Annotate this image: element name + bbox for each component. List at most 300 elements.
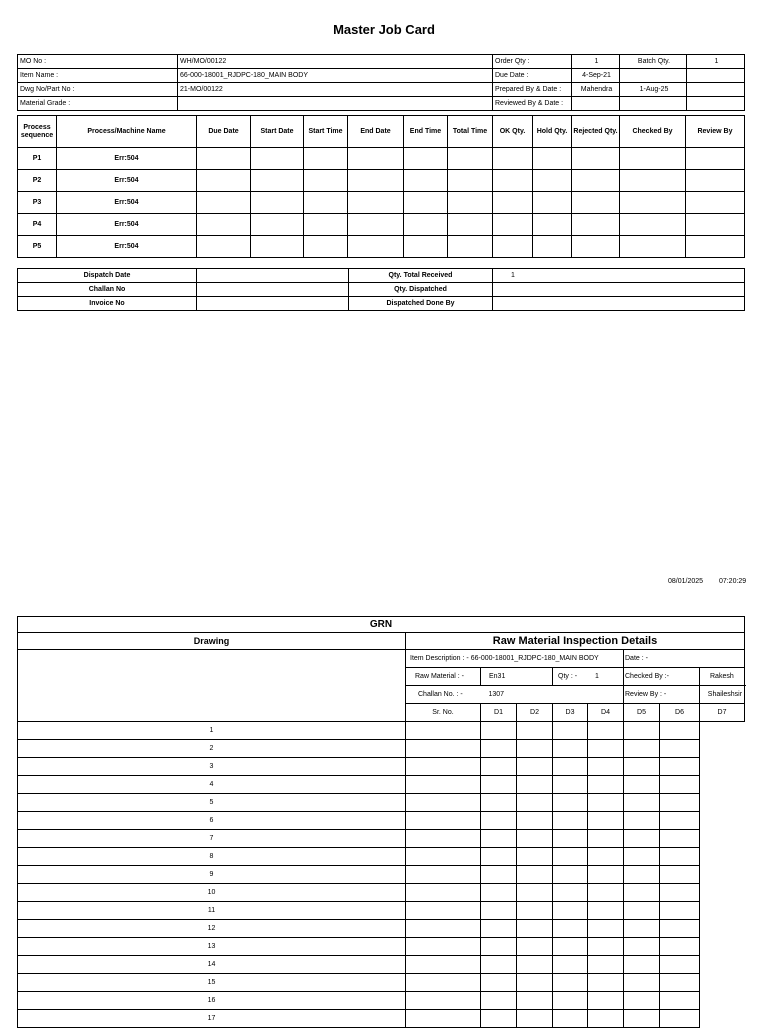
sr-no: 5 [18, 794, 406, 812]
dimension-cell [517, 1010, 553, 1028]
process-cell [304, 236, 348, 258]
inspection-row [18, 974, 745, 992]
dimension-cell [624, 794, 660, 812]
challan-no-label: Challan No [18, 283, 197, 297]
sr-no: 7 [18, 830, 406, 848]
col-header: D4 [588, 704, 624, 722]
process-cell [404, 170, 448, 192]
dimension-cell [624, 956, 660, 974]
dimension-cell [517, 848, 553, 866]
dimension-cell [481, 758, 517, 776]
dimension-cell [517, 866, 553, 884]
col-header: End Date [348, 116, 404, 148]
process-row [18, 170, 745, 192]
process-cell [572, 170, 620, 192]
process-seq: P1 [18, 148, 57, 170]
col-header: Process sequence [18, 116, 57, 148]
item-description [406, 650, 624, 668]
process-cell [686, 192, 745, 214]
dimension-cell [517, 992, 553, 1010]
checked-by-value: Rakesh [700, 668, 745, 686]
qty-cell [553, 668, 624, 686]
process-cell [493, 236, 533, 258]
dispatch-table [17, 268, 745, 311]
process-name: Err:504 [57, 236, 197, 258]
dimension-cell [553, 794, 588, 812]
dimension-cell [624, 866, 660, 884]
dimension-cell [660, 956, 700, 974]
process-cell [197, 192, 251, 214]
inspection-row [18, 956, 745, 974]
drawing-label: Drawing [18, 633, 406, 650]
dimension-cell [553, 812, 588, 830]
dimension-cell [660, 848, 700, 866]
process-row [18, 236, 745, 258]
dimension-cell [406, 848, 481, 866]
batch-qty-label: Batch Qty. [620, 55, 687, 69]
process-cell [404, 192, 448, 214]
dimension-cell [517, 974, 553, 992]
batch-qty-value: 1 [687, 55, 745, 69]
dimension-cell [660, 1010, 700, 1028]
dispatch-row [18, 269, 745, 283]
challan-value: 1307 [481, 686, 624, 704]
dimension-cell [660, 812, 700, 830]
process-cell [251, 170, 304, 192]
process-cell [533, 170, 572, 192]
process-cell [686, 148, 745, 170]
dimension-cell [406, 920, 481, 938]
date-label: Date : - [625, 655, 648, 662]
dimension-cell [406, 758, 481, 776]
dimension-cell [588, 740, 624, 758]
dimension-cell [481, 884, 517, 902]
inspection-row [18, 722, 745, 740]
dimension-cell [481, 776, 517, 794]
inspection-row [18, 992, 745, 1010]
dimension-cell [517, 758, 553, 776]
dimension-cell [517, 830, 553, 848]
dimension-cell [517, 920, 553, 938]
sr-no: 16 [18, 992, 406, 1010]
print-date: 08/01/2025 [668, 578, 704, 585]
process-cell [493, 170, 533, 192]
process-cell [304, 192, 348, 214]
col-header: Due Date [197, 116, 251, 148]
dimension-cell [481, 992, 517, 1010]
dimension-cell [624, 938, 660, 956]
dimension-cell [481, 830, 517, 848]
dispatch-date-label: Dispatch Date [18, 269, 197, 283]
sr-no: 17 [18, 1010, 406, 1028]
dimension-cell [553, 776, 588, 794]
process-name: Err:504 [57, 214, 197, 236]
dimension-cell [624, 740, 660, 758]
process-cell [348, 214, 404, 236]
order-qty-value: 1 [572, 55, 620, 69]
checked-by-label: Checked By :- [624, 668, 700, 686]
inspection-row [18, 1010, 745, 1028]
sr-no: 3 [18, 758, 406, 776]
dimension-cell [588, 902, 624, 920]
dimension-cell [660, 974, 700, 992]
dimension-cell [624, 848, 660, 866]
dimension-cell [588, 776, 624, 794]
dimension-cell [406, 722, 481, 740]
dimension-cell [624, 992, 660, 1010]
job-info-table [17, 54, 745, 111]
dimension-cell [588, 866, 624, 884]
process-cell [572, 192, 620, 214]
rmi-title: Raw Material Inspection Details [406, 633, 745, 650]
col-header: Start Time [304, 116, 348, 148]
challan-no-value [197, 283, 349, 297]
process-cell [533, 148, 572, 170]
process-cell [620, 192, 686, 214]
invoice-no-value [197, 297, 349, 311]
process-cell [251, 192, 304, 214]
dimension-cell [553, 740, 588, 758]
process-cell [620, 148, 686, 170]
process-header-row [18, 116, 745, 148]
col-header: End Time [404, 116, 448, 148]
qty-dispatched-label: Qty. Dispatched [349, 283, 493, 297]
inspection-row [18, 884, 745, 902]
col-header: D7 [700, 704, 745, 722]
col-header: Rejected Qty. [572, 116, 620, 148]
dimension-cell [481, 848, 517, 866]
process-cell [533, 192, 572, 214]
dimension-cell [553, 956, 588, 974]
inspection-row [18, 830, 745, 848]
dimension-cell [624, 830, 660, 848]
dimension-cell [588, 722, 624, 740]
dimension-cell [660, 794, 700, 812]
print-time: 07:20:29 [718, 578, 747, 585]
qty-total-received-label: Qty. Total Received [349, 269, 493, 283]
dimension-cell [553, 884, 588, 902]
reviewed-by-value [572, 97, 620, 111]
process-cell [448, 192, 493, 214]
qty-total-received-value: 1 [493, 269, 745, 283]
dimension-cell [481, 956, 517, 974]
process-cell [348, 170, 404, 192]
reviewed-date-value [620, 97, 687, 111]
dimension-cell [553, 992, 588, 1010]
dispatch-row [18, 297, 745, 311]
inspection-row [18, 812, 745, 830]
dimension-cell [588, 1010, 624, 1028]
dimension-cell [660, 866, 700, 884]
dimension-cell [660, 758, 700, 776]
process-seq: P3 [18, 192, 57, 214]
raw-material-label: Raw Material : - [406, 668, 481, 686]
process-name: Err:504 [57, 170, 197, 192]
col-header: Total Time [448, 116, 493, 148]
inspection-row [18, 920, 745, 938]
mo-no-value: WH/MO/00122 [178, 55, 493, 69]
process-cell [572, 148, 620, 170]
process-cell [448, 236, 493, 258]
process-cell [348, 236, 404, 258]
col-header: D3 [553, 704, 588, 722]
dimension-cell [481, 902, 517, 920]
dwg-label: Dwg No/Part No : [18, 83, 178, 97]
dimension-cell [660, 776, 700, 794]
process-name: Err:504 [57, 192, 197, 214]
process-cell [197, 236, 251, 258]
prepared-by-value: Mahendra [572, 83, 620, 97]
process-cell [404, 214, 448, 236]
challan-label: Challan No. : - [406, 686, 481, 704]
dimension-cell [624, 812, 660, 830]
process-cell [348, 192, 404, 214]
item-name-value: 66-000-18001_RJDPC-180_MAIN BODY [178, 69, 493, 83]
dimension-cell [406, 1010, 481, 1028]
sr-no: 2 [18, 740, 406, 758]
review-by-label: Review By : - [624, 686, 700, 704]
dimension-cell [660, 884, 700, 902]
col-header: Start Date [251, 116, 304, 148]
dimension-cell [406, 974, 481, 992]
sr-no: 9 [18, 866, 406, 884]
sr-no: 6 [18, 812, 406, 830]
dimension-cell [660, 938, 700, 956]
dimension-cell [588, 992, 624, 1010]
grn-title: GRN [18, 617, 745, 633]
inspection-row [18, 902, 745, 920]
print-timestamp [668, 578, 746, 585]
dimension-cell [481, 938, 517, 956]
dimension-cell [588, 758, 624, 776]
dimension-cell [517, 722, 553, 740]
invoice-no-label: Invoice No [18, 297, 197, 311]
sr-no: 1 [18, 722, 406, 740]
dispatch-row [18, 283, 745, 297]
inspection-row [18, 776, 745, 794]
reviewed-label: Reviewed By & Date : [493, 97, 572, 111]
process-cell [493, 148, 533, 170]
process-cell [572, 236, 620, 258]
dispatched-done-by-label: Dispatched Done By [349, 297, 493, 311]
due-date-value: 4-Sep-21 [572, 69, 620, 83]
dimension-cell [588, 884, 624, 902]
col-header: D1 [481, 704, 517, 722]
dispatched-done-by-value [493, 297, 745, 311]
order-qty-label: Order Qty : [493, 55, 572, 69]
info-row-dwg [18, 83, 745, 97]
dimension-cell [406, 992, 481, 1010]
dimension-cell [481, 794, 517, 812]
mo-no-label: MO No : [18, 55, 178, 69]
dimension-cell [553, 722, 588, 740]
process-seq: P5 [18, 236, 57, 258]
col-header: D6 [660, 704, 700, 722]
dimension-cell [406, 866, 481, 884]
dimension-cell [406, 740, 481, 758]
col-header: Hold Qty. [533, 116, 572, 148]
inspection-row [18, 938, 745, 956]
inspection-row [18, 758, 745, 776]
dimension-cell [588, 974, 624, 992]
col-header: Sr. No. [406, 704, 481, 722]
dimension-cell [553, 848, 588, 866]
process-cell [251, 214, 304, 236]
info-row-item [18, 69, 745, 83]
dimension-cell [553, 758, 588, 776]
dimension-cell [660, 902, 700, 920]
col-header: Checked By [620, 116, 686, 148]
process-cell [686, 170, 745, 192]
page-title: Master Job Card [333, 22, 435, 37]
inspection-row [18, 848, 745, 866]
process-cell [304, 170, 348, 192]
sr-no: 10 [18, 884, 406, 902]
dimension-cell [553, 866, 588, 884]
dimension-cell [624, 776, 660, 794]
item-name-label: Item Name : [18, 69, 178, 83]
dimension-cell [660, 992, 700, 1010]
item-desc-label: Item Description : - [410, 655, 469, 662]
dispatch-date-value [197, 269, 349, 283]
process-cell [304, 214, 348, 236]
col-header: OK Qty. [493, 116, 533, 148]
drawing-area [18, 650, 406, 722]
dimension-cell [517, 776, 553, 794]
process-cell [197, 214, 251, 236]
dimension-cell [481, 866, 517, 884]
process-cell [620, 170, 686, 192]
process-cell [533, 214, 572, 236]
dimension-cell [406, 956, 481, 974]
process-cell [304, 148, 348, 170]
process-cell [493, 192, 533, 214]
process-cell [197, 170, 251, 192]
dimension-cell [481, 740, 517, 758]
sr-no: 15 [18, 974, 406, 992]
dimension-cell [517, 812, 553, 830]
dimension-cell [588, 812, 624, 830]
dimension-cell [588, 956, 624, 974]
process-cell [404, 236, 448, 258]
dimension-cell [624, 920, 660, 938]
material-grade-value [178, 97, 493, 111]
qty-value: 1 [594, 673, 599, 680]
process-seq: P4 [18, 214, 57, 236]
due-date-blank-1 [620, 69, 687, 83]
dimension-cell [517, 956, 553, 974]
col-header: D2 [517, 704, 553, 722]
dimension-cell [406, 794, 481, 812]
process-cell [493, 214, 533, 236]
sr-no: 14 [18, 956, 406, 974]
qty-label: Qty : - [558, 673, 578, 680]
col-header: Review By [686, 116, 745, 148]
process-cell [251, 236, 304, 258]
dimension-cell [481, 974, 517, 992]
sr-no: 13 [18, 938, 406, 956]
dimension-cell [406, 938, 481, 956]
dimension-cell [517, 794, 553, 812]
dimension-cell [660, 920, 700, 938]
dimension-cell [624, 974, 660, 992]
dimension-cell [553, 920, 588, 938]
process-cell [251, 148, 304, 170]
qty-dispatched-value [493, 283, 745, 297]
dimension-cell [588, 830, 624, 848]
process-cell [404, 148, 448, 170]
dimension-cell [406, 884, 481, 902]
process-cell [448, 170, 493, 192]
dimension-cell [481, 1010, 517, 1028]
dimension-cell [553, 938, 588, 956]
dimension-cell [588, 938, 624, 956]
item-desc-value: 66-000-18001_RJDPC-180_MAIN BODY [470, 655, 599, 662]
prepared-blank [687, 83, 745, 97]
grn-table [17, 616, 745, 1028]
process-row [18, 192, 745, 214]
dimension-cell [406, 830, 481, 848]
dimension-cell [406, 812, 481, 830]
dimension-cell [588, 848, 624, 866]
dimension-cell [481, 920, 517, 938]
dimension-cell [553, 1010, 588, 1028]
sr-no: 11 [18, 902, 406, 920]
material-grade-label: Material Grade : [18, 97, 178, 111]
sr-no: 8 [18, 848, 406, 866]
info-row-material [18, 97, 745, 111]
col-header: D5 [624, 704, 660, 722]
process-cell [448, 214, 493, 236]
due-date-label: Due Date : [493, 69, 572, 83]
dimension-cell [517, 902, 553, 920]
process-cell [448, 148, 493, 170]
dimension-cell [624, 1010, 660, 1028]
process-cell [686, 214, 745, 236]
dimension-cell [553, 830, 588, 848]
dimension-cell [553, 902, 588, 920]
dwg-value: 21-MO/00122 [178, 83, 493, 97]
grn-date [624, 650, 745, 668]
dimension-cell [517, 740, 553, 758]
dimension-cell [660, 740, 700, 758]
process-row [18, 148, 745, 170]
dimension-cell [481, 722, 517, 740]
dimension-cell [660, 722, 700, 740]
process-cell [197, 148, 251, 170]
process-row [18, 214, 745, 236]
dimension-cell [624, 758, 660, 776]
inspection-row [18, 866, 745, 884]
prepared-date-value: 1-Aug-25 [620, 83, 687, 97]
dimension-cell [624, 722, 660, 740]
info-row-mo [18, 55, 745, 69]
dimension-cell [624, 884, 660, 902]
dimension-cell [517, 884, 553, 902]
reviewed-blank [687, 97, 745, 111]
dimension-cell [624, 902, 660, 920]
dimension-cell [588, 794, 624, 812]
dimension-cell [517, 938, 553, 956]
dimension-cell [553, 974, 588, 992]
process-cell [686, 236, 745, 258]
process-cell [533, 236, 572, 258]
dimension-cell [660, 830, 700, 848]
raw-material-value: En31 [481, 668, 553, 686]
dimension-cell [406, 776, 481, 794]
process-table [17, 115, 745, 258]
process-name: Err:504 [57, 148, 197, 170]
